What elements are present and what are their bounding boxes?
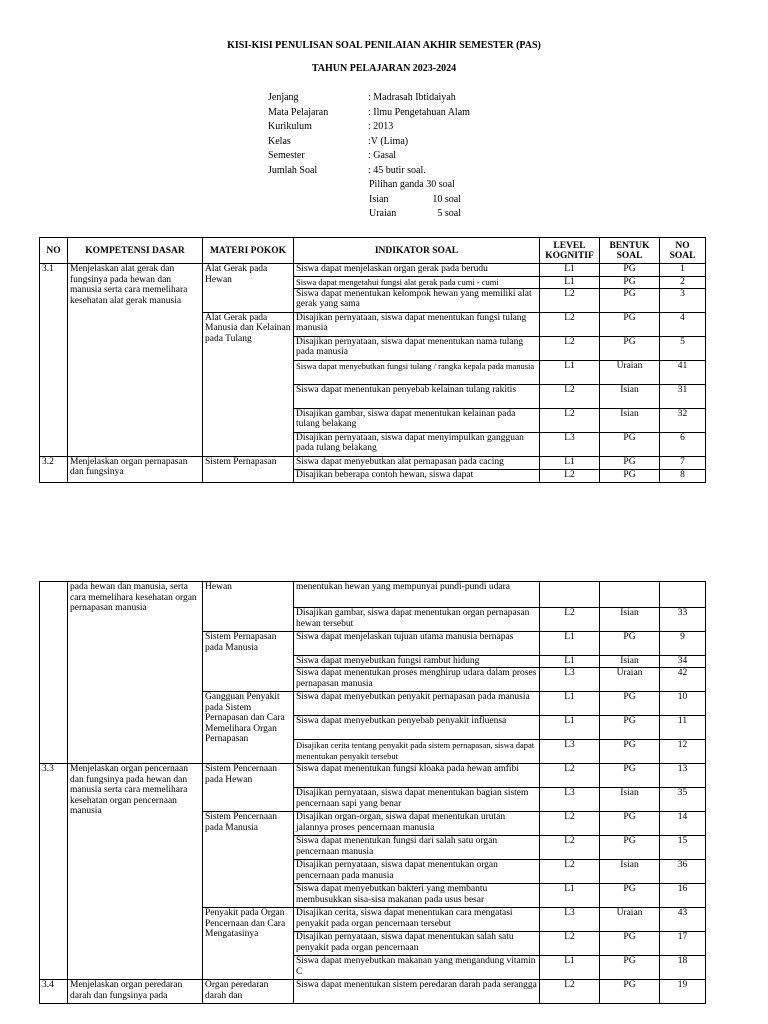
no-soal: 18 — [660, 956, 706, 980]
kisi-kisi-table-2 — [39, 581, 706, 1004]
indikator: Disajikan beberapa contoh hewan, siswa dapat — [294, 469, 540, 482]
indikator: Siswa dapat menentukan sistem peredaran darah pada serangga — [294, 980, 540, 1004]
info-value: : 2013 — [368, 121, 394, 132]
no-soal: 17 — [660, 932, 706, 956]
level: L2 — [540, 932, 600, 956]
info-label: Semester — [268, 150, 305, 161]
info-value: :V (Lima) — [368, 135, 409, 147]
level: L2 — [540, 312, 600, 336]
no-soal: 10 — [660, 692, 706, 716]
bentuk: PG — [600, 836, 660, 860]
level: L2 — [540, 336, 600, 360]
no-soal: 16 — [660, 884, 706, 908]
bentuk: PG — [600, 764, 660, 788]
bentuk: Isian — [600, 860, 660, 884]
info-label: Kelas — [268, 135, 291, 147]
bentuk: PG — [600, 932, 660, 956]
bentuk: Isian — [600, 656, 660, 668]
info-label: Kurikulum — [268, 121, 312, 132]
breakdown-label: Isian — [369, 193, 389, 205]
indikator: Siswa dapat menyebutkan fungsi tulang / rangka kepala pada manusia — [294, 360, 540, 384]
table-row — [40, 456, 706, 469]
kd-text: pada hewan dan manusia, serta cara memelihara kesehatan organ pernapasan manusia — [68, 582, 203, 764]
kd-text: Menjelaskan organ peredaran darah dan fungsinya pada — [68, 980, 203, 1004]
bentuk: PG — [600, 432, 660, 456]
level: L1 — [540, 360, 600, 384]
col-level-kognitif: LEVEL KOGNITIF — [540, 238, 600, 264]
indikator: Siswa dapat menyebutkan fungsi rambut hidung — [294, 656, 540, 668]
no-soal — [660, 582, 706, 608]
level: L2 — [540, 980, 600, 1004]
level: L2 — [540, 288, 600, 312]
breakdown-isian — [268, 193, 470, 208]
no-soal: 3 — [660, 288, 706, 312]
materi-pokok: Gangguan Penyakit pada Sistem Pernapasan dan Cara Memelihara Organ Pernapasan — [203, 692, 294, 764]
no-soal: 42 — [660, 668, 706, 692]
level: L2 — [540, 384, 600, 408]
level: L1 — [540, 716, 600, 740]
no-soal: 9 — [660, 632, 706, 656]
materi-pokok: Organ peredaran darah dan — [203, 980, 294, 1004]
bentuk: PG — [600, 980, 660, 1004]
materi-pokok: Sistem Pernapasan pada Manusia — [203, 632, 294, 692]
indikator: Siswa dapat menyebutkan alat pernapasan pada cacing — [294, 456, 540, 469]
indikator: Siswa dapat menentukan proses menghirup udara dalam proses pernapasan manusia — [294, 668, 540, 692]
bentuk: Uraian — [600, 360, 660, 384]
indikator: Disajikan pernyataan, siswa dapat menentukan bagian sistem pencernaan sapi yang benar — [294, 788, 540, 812]
bentuk: PG — [600, 469, 660, 482]
indikator: Siswa dapat mengetahui fungsi alat gerak pada cumi - cumi — [294, 277, 540, 289]
level: L1 — [540, 884, 600, 908]
level: L2 — [540, 860, 600, 884]
no-soal: 6 — [660, 432, 706, 456]
indikator: Siswa dapat menyebutkan penyakit pernapasan pada manusia — [294, 692, 540, 716]
info-value: : Ilmu Pengetahuan Alam — [368, 106, 470, 118]
info-value: : Madrasah Ibtidaiyah — [368, 92, 456, 103]
col-kompetensi-dasar: KOMPETENSI DASAR — [68, 238, 203, 264]
info-value: : Gasal — [368, 150, 397, 161]
kd-text: Menjelaskan organ pernapasan dan fungsinya — [68, 456, 203, 482]
no-soal: 1 — [660, 264, 706, 277]
bentuk: Isian — [600, 384, 660, 408]
indikator: Siswa dapat menjelaskan tujuan utama manusia bernapas — [294, 632, 540, 656]
materi-pokok: Hewan — [203, 582, 294, 632]
indikator: Siswa dapat menyebutkan penyebab penyakit influensa — [294, 716, 540, 740]
bentuk — [600, 582, 660, 608]
no-soal: 4 — [660, 312, 706, 336]
table-row — [40, 764, 706, 788]
kd-number: 3.4 — [40, 980, 68, 1004]
breakdown-uraian — [268, 207, 470, 222]
level: L1 — [540, 656, 600, 668]
no-soal: 32 — [660, 408, 706, 432]
indikator: Disajikan cerita, siswa dapat menentukan cara mengatasi penyakit pada organ pencernaan tersebut — [294, 908, 540, 932]
level: L2 — [540, 812, 600, 836]
bentuk: PG — [600, 740, 660, 764]
level: L2 — [540, 608, 600, 632]
bentuk: Isian — [600, 408, 660, 432]
info-value: : 45 butir soal. — [368, 164, 426, 176]
document-title: KISI-KISI PENULISAN SOAL PENILAIAN AKHIR SEMESTER (PAS) — [227, 40, 541, 51]
indikator: Disajikan gambar, siswa dapat menentukan organ pernapasan hewan tersebut — [294, 608, 540, 632]
level: L3 — [540, 432, 600, 456]
indikator: Disajikan pernyataan, siswa dapat menentukan salah satu penyakit pada organ pencernaan — [294, 932, 540, 956]
materi-pokok: Penyakit pada Organ Pencernaan dan Cara Mengatasinya — [203, 908, 294, 980]
bentuk: PG — [600, 312, 660, 336]
bentuk: Uraian — [600, 668, 660, 692]
kd-number: 3.2 — [40, 456, 68, 482]
no-soal: 15 — [660, 836, 706, 860]
no-soal: 13 — [660, 764, 706, 788]
no-soal: 43 — [660, 908, 706, 932]
breakdown-label: Uraian — [369, 208, 397, 219]
indikator: Siswa dapat menyebutkan bakteri yang membantu membusukkan sisa-sisa makanan pada usus besar — [294, 884, 540, 908]
materi-pokok: Alat Gerak pada Hewan — [203, 264, 294, 313]
no-soal: 14 — [660, 812, 706, 836]
bentuk: PG — [600, 456, 660, 469]
col-no-soal: NO SOAL — [660, 238, 706, 264]
indikator: Siswa dapat menentukan fungsi kloaka pada hewan amfibi — [294, 764, 540, 788]
no-soal: 35 — [660, 788, 706, 812]
indikator: Siswa dapat menentukan penyebab kelainan tulang rakitis — [294, 384, 540, 408]
bentuk: PG — [600, 632, 660, 656]
bentuk: Isian — [600, 788, 660, 812]
table-row — [40, 582, 706, 608]
no-soal: 12 — [660, 740, 706, 764]
level: L1 — [540, 456, 600, 469]
kd-text: Menjelaskan organ pencernaan dan fungsinya pada hewan dan manusia serta cara memelihara kesehatan organ pencernaan manusia — [68, 764, 203, 980]
indikator: Disajikan pernyataan, siswa dapat menyimpulkan gangguan pada tulang belakang — [294, 432, 540, 456]
breakdown-count: 10 soal — [432, 193, 461, 205]
level: L1 — [540, 956, 600, 980]
no-soal: 2 — [660, 277, 706, 289]
level: L1 — [540, 264, 600, 277]
level: L3 — [540, 668, 600, 692]
no-soal: 8 — [660, 469, 706, 482]
indikator: Siswa dapat menentukan fungsi dari salah satu organ pencernaan manusia — [294, 836, 540, 860]
level: L1 — [540, 692, 600, 716]
breakdown-label: Pilihan ganda 30 soal — [369, 179, 455, 190]
indikator: menentukan hewan yang mempunyai pundi-pundi udara — [294, 582, 540, 608]
level: L3 — [540, 788, 600, 812]
level: L3 — [540, 740, 600, 764]
level: L3 — [540, 908, 600, 932]
kd-number: 3.3 — [40, 764, 68, 980]
col-no: NO — [40, 238, 68, 264]
indikator: Disajikan cerita tentang penyakit pada sistem pernapasan, siswa dapat menentukan penyakit tersebut — [294, 740, 540, 764]
bentuk: PG — [600, 277, 660, 289]
indikator: Disajikan pernyataan, siswa dapat menentukan fungsi tulang manusia — [294, 312, 540, 336]
indikator: Siswa dapat menjelaskan organ gerak pada berudu — [294, 264, 540, 277]
level: L2 — [540, 764, 600, 788]
no-soal: 33 — [660, 608, 706, 632]
indikator: Disajikan organ-organ, siswa dapat menentukan urutan jalannya proses pencernaan manusia — [294, 812, 540, 836]
level: L1 — [540, 277, 600, 289]
indikator: Siswa dapat menentukan kelompok hewan yang memiliki alat gerak yang sama — [294, 288, 540, 312]
indikator: Disajikan pernyataan, siswa dapat menentukan organ pencernaan pada manusia — [294, 860, 540, 884]
breakdown-pg — [268, 178, 470, 193]
info-label: Jumlah Soal — [268, 164, 318, 176]
academic-year: TAHUN PELAJARAN 2023-2024 — [311, 63, 457, 74]
materi-pokok: Sistem Pernapasan — [203, 456, 294, 482]
info-label: Jenjang — [268, 92, 299, 103]
level: L2 — [540, 469, 600, 482]
info-label: Mata Pelajaran — [268, 106, 329, 118]
table-row — [40, 264, 706, 277]
no-soal: 19 — [660, 980, 706, 1004]
indikator: Disajikan pernyataan, siswa dapat menentukan nama tulang pada manusia — [294, 336, 540, 360]
col-materi-pokok: MATERI POKOK — [203, 238, 294, 264]
info-block — [268, 91, 470, 222]
no-soal: 5 — [660, 336, 706, 360]
level — [540, 582, 600, 608]
bentuk: PG — [600, 692, 660, 716]
table-row — [40, 980, 706, 1004]
no-soal: 11 — [660, 716, 706, 740]
kd-number: 3.1 — [40, 264, 68, 457]
bentuk: PG — [600, 336, 660, 360]
kd-number — [40, 582, 68, 764]
col-indikator-soal: INDIKATOR SOAL — [294, 238, 540, 264]
breakdown-count: 5 soal — [437, 208, 461, 219]
bentuk: PG — [600, 288, 660, 312]
materi-pokok: Alat Gerak pada Manusia dan Kelainan pada Tulang — [203, 312, 294, 456]
no-soal: 34 — [660, 656, 706, 668]
level: L1 — [540, 632, 600, 656]
materi-pokok: Sistem Pencernaan pada Manusia — [203, 812, 294, 908]
indikator: Disajikan gambar, siswa dapat menentukan kelainan pada tulang belakang — [294, 408, 540, 432]
bentuk: PG — [600, 264, 660, 277]
level: L2 — [540, 836, 600, 860]
bentuk: PG — [600, 812, 660, 836]
kd-text: Menjelaskan alat gerak dan fungsinya pada hewan dan manusia serta cara memelihara kesehatan alat gerak manusia — [68, 264, 203, 457]
no-soal: 36 — [660, 860, 706, 884]
bentuk: PG — [600, 716, 660, 740]
kisi-kisi-table-1 — [39, 237, 706, 483]
bentuk: Uraian — [600, 908, 660, 932]
bentuk: Isian — [600, 608, 660, 632]
no-soal: 31 — [660, 384, 706, 408]
no-soal: 41 — [660, 360, 706, 384]
no-soal: 7 — [660, 456, 706, 469]
indikator: Siswa dapat menyebutkan makanan yang mengandung vitamin C — [294, 956, 540, 980]
bentuk: PG — [600, 884, 660, 908]
bentuk: PG — [600, 956, 660, 980]
level: L2 — [540, 408, 600, 432]
materi-pokok: Sistem Pencernaan pada Hewan — [203, 764, 294, 812]
col-bentuk-soal: BENTUK SOAL — [600, 238, 660, 264]
